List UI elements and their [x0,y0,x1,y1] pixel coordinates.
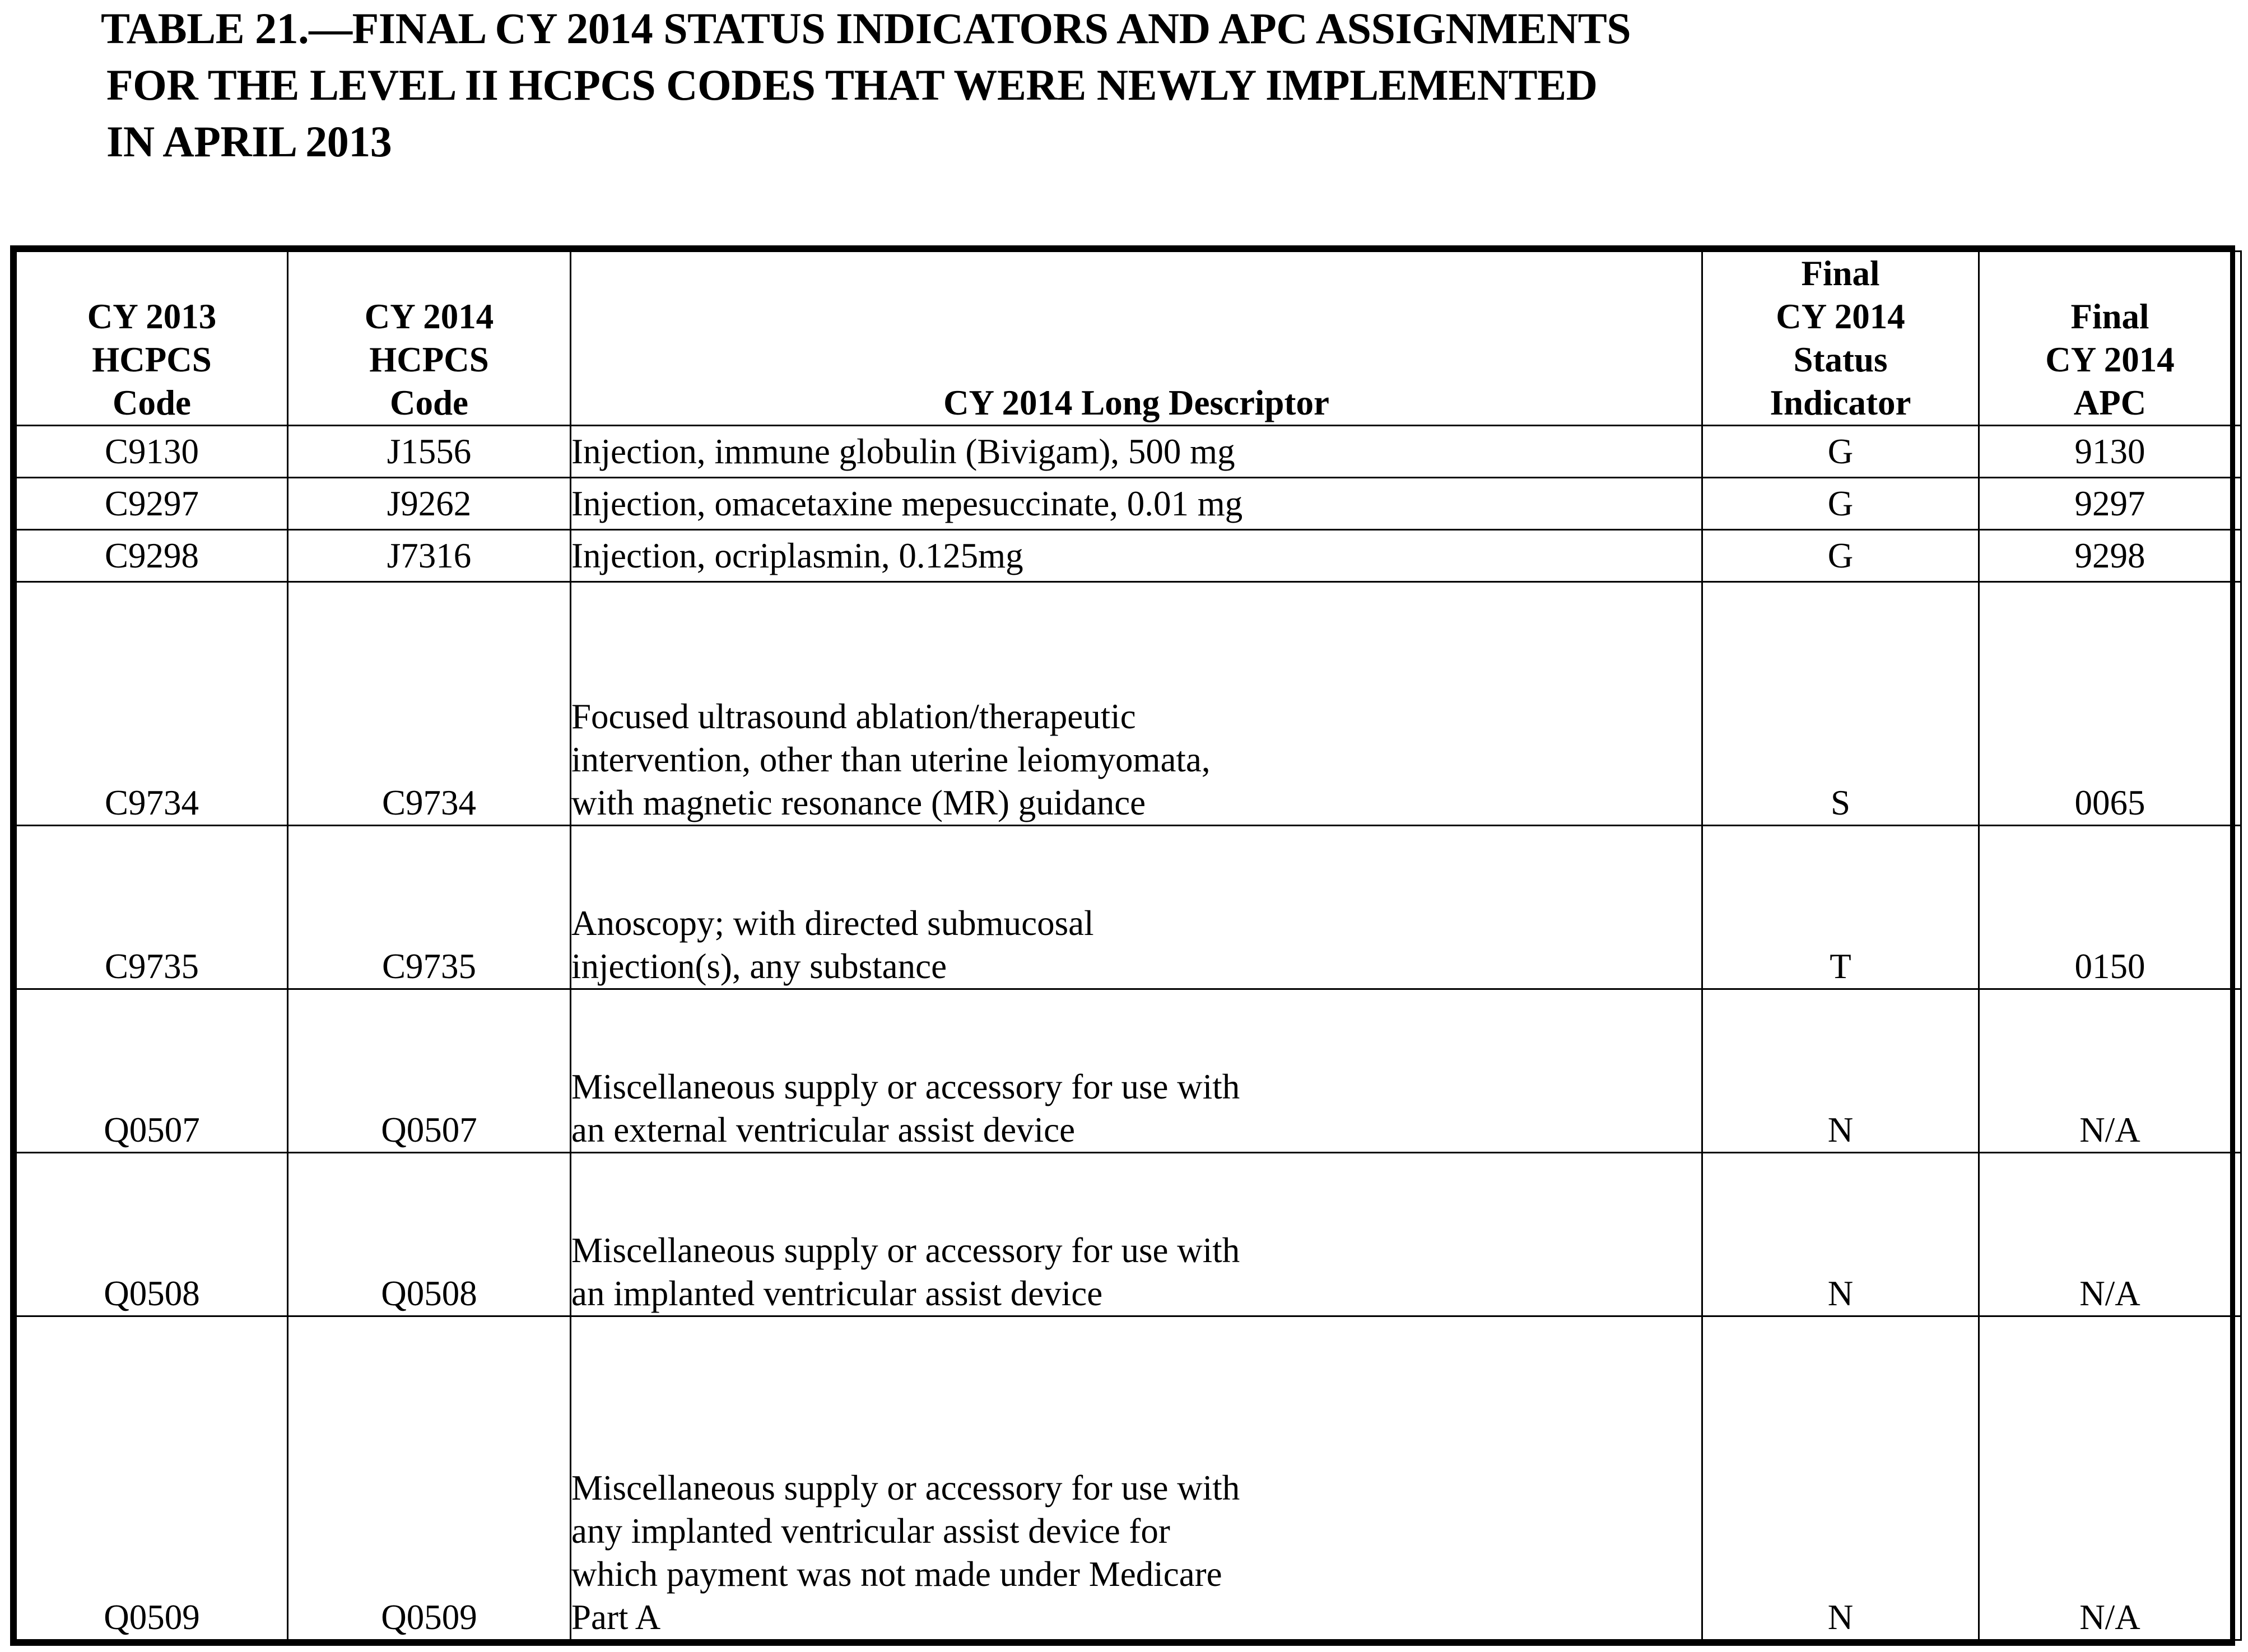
cell-apc: N/A [1979,1316,2241,1640]
cell-cy-2014-code: Q0509 [288,1316,571,1640]
cell-status-indicator: N [1702,1152,1979,1316]
cell-long-descriptor [571,478,1702,530]
table-title-line-2: FOR THE LEVEL II HCPCS CODES THAT WERE NEWLY IMPLEMENTED [106,61,1598,109]
cell-apc: 9298 [1979,530,2241,582]
descriptor-line: an implanted ventricular assist device [571,1273,1103,1313]
cell-long-descriptor [571,530,1702,582]
header-line: Status [1793,340,1888,379]
header-line: Indicator [1770,383,1911,422]
cell-cy-2013-code: C9297 [16,478,288,530]
cell-apc: N/A [1979,1152,2241,1316]
cell-cy-2013-code: Q0507 [16,989,288,1152]
descriptor-line: injection(s), any substance [571,946,947,986]
descriptor-line: intervention, other than uterine leiomyomata, [571,740,1211,780]
header-line: Code [390,383,468,422]
cell-status-indicator: N [1702,1316,1979,1640]
header-cy-2014-hcpcs-code [288,252,571,426]
table-row [16,1152,2241,1316]
table-title-line-3: IN APRIL 2013 [106,117,392,166]
cell-status-indicator: N [1702,989,1979,1152]
header-line: Final [1801,254,1880,293]
table-title [101,0,2179,170]
header-cy-2014-long-descriptor [571,252,1702,426]
cell-cy-2014-code: C9734 [288,582,571,826]
descriptor-line: Anoscopy; with directed submucosal [571,903,1094,943]
cell-cy-2014-code: J1556 [288,426,571,478]
cell-cy-2014-code: C9735 [288,826,571,989]
header-line: HCPCS [369,340,489,379]
descriptor-line: with magnetic resonance (MR) guidance [571,783,1146,823]
descriptor-line: which payment was not made under Medicare [571,1555,1222,1594]
descriptor-line: any implanted ventricular assist device for [571,1511,1170,1551]
table-title-line-1: TABLE 21.—FINAL CY 2014 STATUS INDICATORS AND APC ASSIGNMENTS [101,4,1631,53]
cell-cy-2013-code: C9735 [16,826,288,989]
cell-cy-2014-code: Q0507 [288,989,571,1152]
header-line: CY 2014 [1776,297,1905,336]
cell-apc: 9130 [1979,426,2241,478]
cell-status-indicator: T [1702,826,1979,989]
descriptor-line: an external ventricular assist device [571,1110,1076,1150]
header-line: Final [2070,297,2149,336]
cell-cy-2013-code: C9130 [16,426,288,478]
table-row [16,989,2241,1152]
cell-cy-2014-code: J7316 [288,530,571,582]
cell-cy-2013-code: C9298 [16,530,288,582]
table-body [16,426,2241,1640]
header-final-cy-2014-status-indicator [1702,252,1979,426]
header-line: CY 2013 [87,297,217,336]
cell-status-indicator: S [1702,582,1979,826]
cell-apc: 0150 [1979,826,2241,989]
hcpcs-status-indicator-table [10,245,2235,1646]
header-final-cy-2014-apc [1979,252,2241,426]
table-row [16,826,2241,989]
header-line: Code [113,383,191,422]
cell-long-descriptor [571,826,1702,989]
cell-long-descriptor [571,582,1702,826]
header-line: CY 2014 Long Descriptor [943,383,1329,422]
descriptor-line: Injection, immune globulin (Bivigam), 500 mg [571,431,1235,471]
cell-apc: N/A [1979,989,2241,1152]
descriptor-line: Focused ultrasound ablation/therapeutic [571,697,1136,737]
cell-long-descriptor [571,989,1702,1152]
table-row [16,582,2241,826]
cell-status-indicator: G [1702,530,1979,582]
header-row [16,252,2241,426]
header-line: APC [2073,383,2147,422]
cell-long-descriptor [571,1316,1702,1640]
table-row [16,530,2241,582]
header-cy-2013-hcpcs-code [16,252,288,426]
cell-apc: 0065 [1979,582,2241,826]
descriptor-line: Part A [571,1598,661,1637]
header-line: CY 2014 [364,297,494,336]
table-row [16,426,2241,478]
cell-long-descriptor [571,426,1702,478]
descriptor-line: Injection, omacetaxine mepesuccinate, 0.01 mg [571,483,1243,523]
cell-status-indicator: G [1702,478,1979,530]
table-header [16,252,2241,426]
cell-cy-2013-code: Q0509 [16,1316,288,1640]
descriptor-line: Miscellaneous supply or accessory for use with [571,1067,1240,1106]
cell-cy-2014-code: Q0508 [288,1152,571,1316]
cell-status-indicator: G [1702,426,1979,478]
cell-cy-2013-code: Q0508 [16,1152,288,1316]
data-table [15,250,2242,1641]
header-line: CY 2014 [2045,340,2175,379]
table-row [16,478,2241,530]
header-line: HCPCS [92,340,212,379]
descriptor-line: Miscellaneous supply or accessory for use with [571,1468,1240,1507]
cell-apc: 9297 [1979,478,2241,530]
table-row [16,1316,2241,1640]
descriptor-line: Injection, ocriplasmin, 0.125mg [571,536,1023,575]
cell-long-descriptor [571,1152,1702,1316]
cell-cy-2014-code: J9262 [288,478,571,530]
descriptor-line: Miscellaneous supply or accessory for use with [571,1230,1240,1270]
cell-cy-2013-code: C9734 [16,582,288,826]
